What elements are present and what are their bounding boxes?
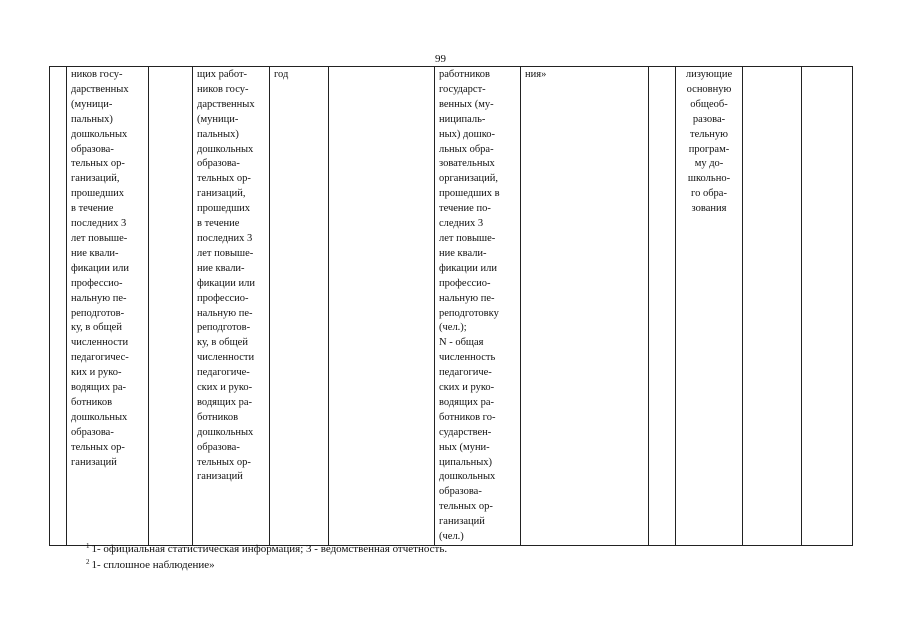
page-number: 99 (435, 53, 446, 65)
table-cell-object: лизующие основную общеоб- разова- тельную програм- му до- школьно- го обра- зования (676, 67, 743, 546)
indicator-table (49, 66, 853, 546)
table-cell-formula-description: работников государст- венных (му- ниципаль- ных) дошко- льных обра- зовательных организаций, прошедших в течение по- следних 3 лет повыше- ние квали- фикации или профессио- нальную пе- реподготовку (чел.); N - общая численность педагогиче- ских и руко- водящих ра- ботников го- сударствен- ных (муни- ципальных) дошкольных образова- тельных ор- ганизаций (чел.) (435, 67, 521, 546)
table-cell-indicator-name: ников госу- дарственных (муници- пальных) дошкольных образова- тельных ор- ганизаций, прошедших в течение последних 3 лет повыше- ние квали- фикации или профессио- нальную пе- реподготов- ку, в общей численности педагогичес- ких и руко- водящих ра- ботников дошкольных образова- тельных ор- ганизаций (67, 67, 149, 546)
table-cell (50, 67, 67, 546)
table-cell-periodicity: год (270, 67, 329, 546)
table-row (50, 67, 853, 546)
table-cell-definition: щих работ- ников госу- дарственных (муници- пальных) дошкольных образова- тельных ор- ганизаций, прошедших в течение последних 3 лет повыше- ние квали- фикации или профессио- нальную пе- реподготов- ку, в общей численности педагогиче- ских и руко- водящих ра- ботников дошкольных образова- тельных ор- ганизаций (193, 67, 270, 546)
footnote-2 (86, 556, 447, 572)
footnote-text: 1- сплошное наблюдение» (91, 559, 215, 571)
table-cell (802, 67, 853, 546)
footnote-text: 1- официальная статистическая информация; 3 - ведомственная отчетность. (91, 543, 448, 555)
footnote-mark: 2 (86, 558, 90, 566)
table-cell (149, 67, 193, 546)
footnote-mark: 1 (86, 542, 90, 550)
table-cell (329, 67, 435, 546)
footnotes (86, 540, 447, 572)
table-cell (649, 67, 676, 546)
table-cell (743, 67, 802, 546)
footnote-1 (86, 540, 447, 556)
table-cell-method: ния» (521, 67, 649, 546)
